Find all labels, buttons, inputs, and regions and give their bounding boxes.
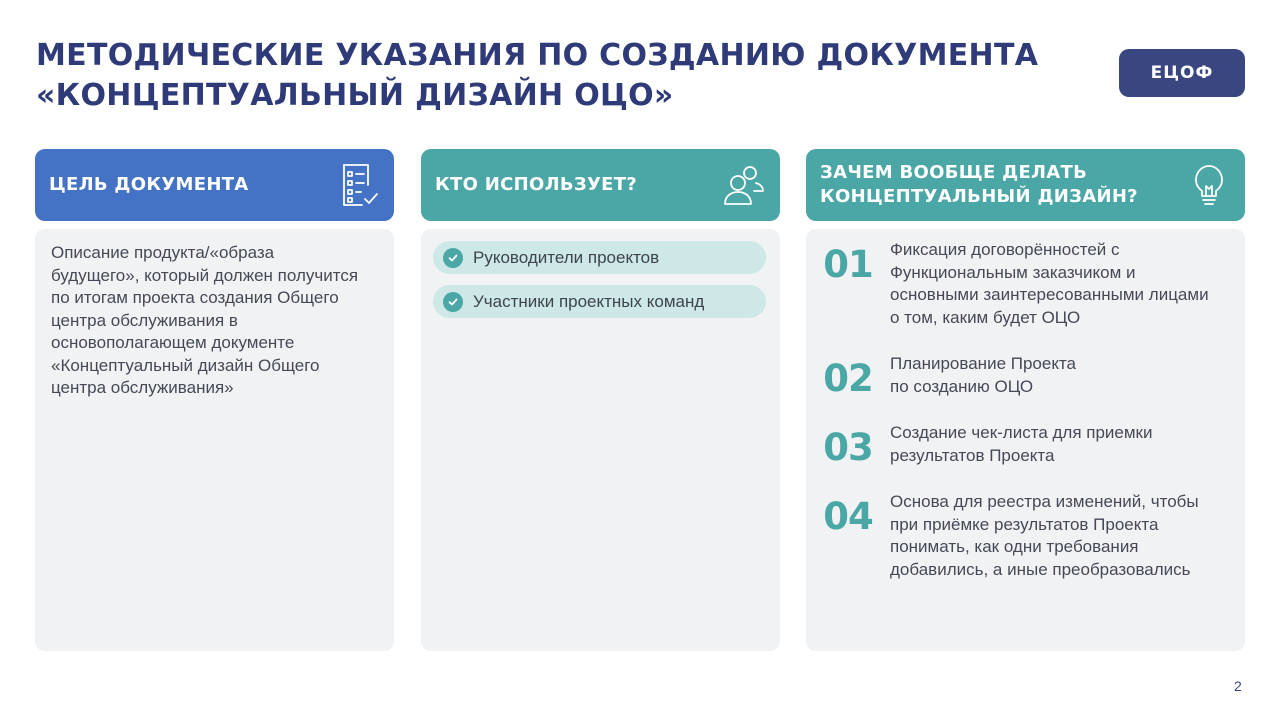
who-header [421, 149, 780, 221]
goal-text: Описание продукта/«образа будущего», который должен получится по итогам проекта создания Общего центра обслуживания в основополагающем документе «Концептуальный дизайн Общего центра обслуживания» [51, 243, 359, 397]
item-number: 02 [823, 357, 873, 400]
who-heading: КТО ИСПОЛЬЗУЕТ? [435, 174, 638, 195]
goal-panel [35, 229, 394, 651]
page-title: МЕТОДИЧЕСКИЕ УКАЗАНИЯ ПО СОЗДАНИЮ ДОКУМЕНТА «КОНЦЕПТУАЛЬНЫЙ ДИЗАЙН ОЦО» [36, 38, 1039, 113]
list-item [806, 353, 1245, 422]
lightbulb-icon [1185, 161, 1233, 209]
item-text: Планирование Проекта по созданию ОЦО [890, 354, 1077, 396]
checklist-icon [334, 161, 382, 209]
list-item [806, 239, 1245, 353]
why-panel [806, 229, 1245, 651]
item-number: 01 [823, 243, 873, 286]
item-text: Фиксация договорённостей с Функциональным заказчиком и основными заинтересованными лицами о том, каким будет ОЦО [890, 240, 1209, 327]
list-item [433, 241, 766, 274]
users-icon [720, 161, 768, 209]
list-item-label: Руководители проектов [473, 247, 660, 267]
why-heading: ЗАЧЕМ ВООБЩЕ ДЕЛАТЬ КОНЦЕПТУАЛЬНЫЙ ДИЗАЙН? [820, 162, 1138, 207]
list-item [806, 422, 1245, 491]
item-text: Создание чек-листа для приемки результатов Проекта [890, 423, 1153, 465]
item-number: 03 [823, 426, 873, 469]
item-number: 04 [823, 495, 873, 538]
goal-heading: ЦЕЛЬ ДОКУМЕНТА [49, 174, 249, 195]
page-number: 2 [1234, 678, 1242, 694]
check-icon [443, 248, 463, 268]
goal-header [35, 149, 394, 221]
goal-column [35, 149, 394, 651]
check-icon [443, 292, 463, 312]
why-header [806, 149, 1245, 221]
list-item [806, 491, 1245, 581]
who-column [421, 149, 780, 651]
list-item [433, 285, 766, 318]
who-panel [421, 229, 780, 651]
why-column [806, 149, 1245, 651]
list-item-label: Участники проектных команд [473, 291, 705, 311]
logo: ЕЦОФ [1119, 49, 1245, 97]
item-text: Основа для реестра изменений, чтобы при приёмке результатов Проекта понимать, как одни требования добавились, а иные преобразовались [890, 492, 1199, 579]
